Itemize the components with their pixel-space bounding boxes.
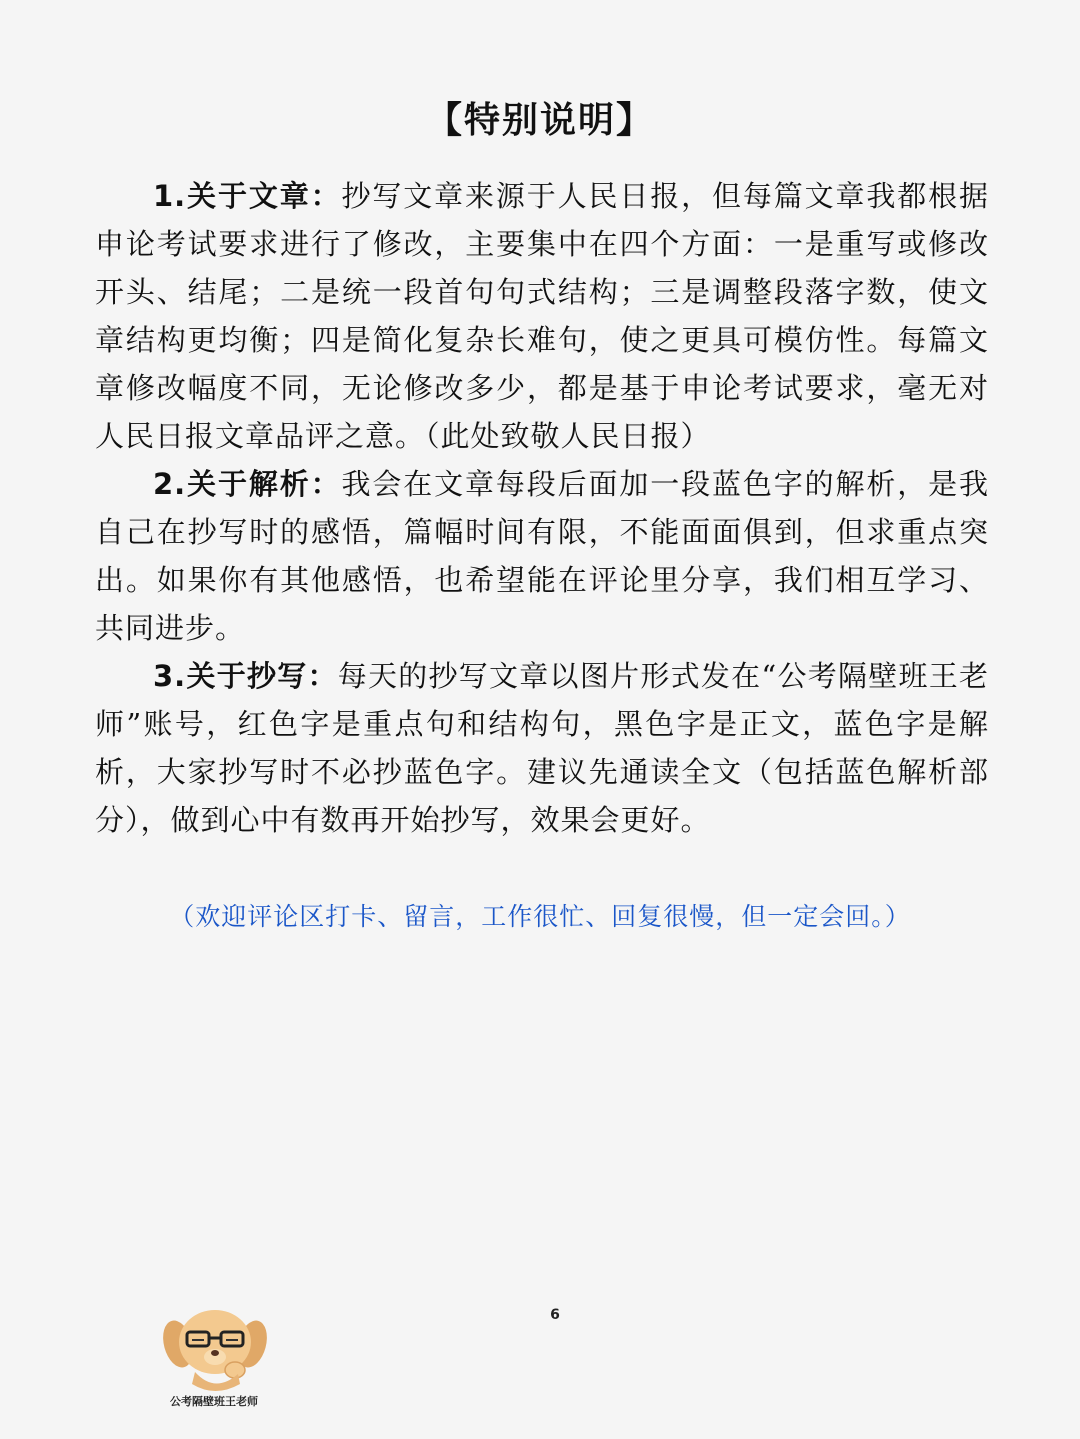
section-copying	[95, 652, 989, 844]
section-analysis	[95, 460, 989, 652]
section-heading: 1.关于文章：	[153, 179, 342, 213]
section-text: 我会在文章每段后面加一段蓝色字的解析，是我自己在抄写时的感悟，篇幅时间有限，不能面面俱到，但求重点突出。如果你有其他感悟，也希望能在评论里分享，我们相互学习、共同进步。	[95, 467, 989, 645]
dog-avatar-logo-icon	[160, 1302, 270, 1432]
section-text: 每天的抄写文章以图片形式发在“公考隔壁班王老师”账号，红色字是重点句和结构句，黑色字是正文，蓝色字是解析，大家抄写时不必抄蓝色字。建议先通读全文（包括蓝色解析部分），做到心中有数再开始抄写，效果会更好。	[95, 659, 989, 837]
comment-note: （欢迎评论区打卡、留言，工作很忙、回复很慢，但一定会回。）	[169, 902, 911, 931]
logo-caption: 公考隔壁班王老师	[170, 1395, 258, 1408]
section-article	[95, 172, 989, 460]
section-heading: 3.关于抄写：	[153, 659, 338, 693]
section-heading: 2.关于解析：	[153, 467, 342, 501]
page-number: 6	[550, 1307, 560, 1323]
page-title: 【特别说明】	[425, 100, 654, 141]
section-text: 抄写文章来源于人民日报，但每篇文章我都根据申论考试要求进行了修改，主要集中在四个方面：一是重写或修改开头、结尾；二是统一段首句句式结构；三是调整段落字数，使文章结构更均衡；四是简化复杂长难句，使之更具可模仿性。每篇文章修改幅度不同，无论修改多少，都是基于申论考试要求，毫无对人民日报文章品评之意。（此处致敬人民日报）	[95, 179, 989, 453]
body-text	[95, 172, 989, 844]
